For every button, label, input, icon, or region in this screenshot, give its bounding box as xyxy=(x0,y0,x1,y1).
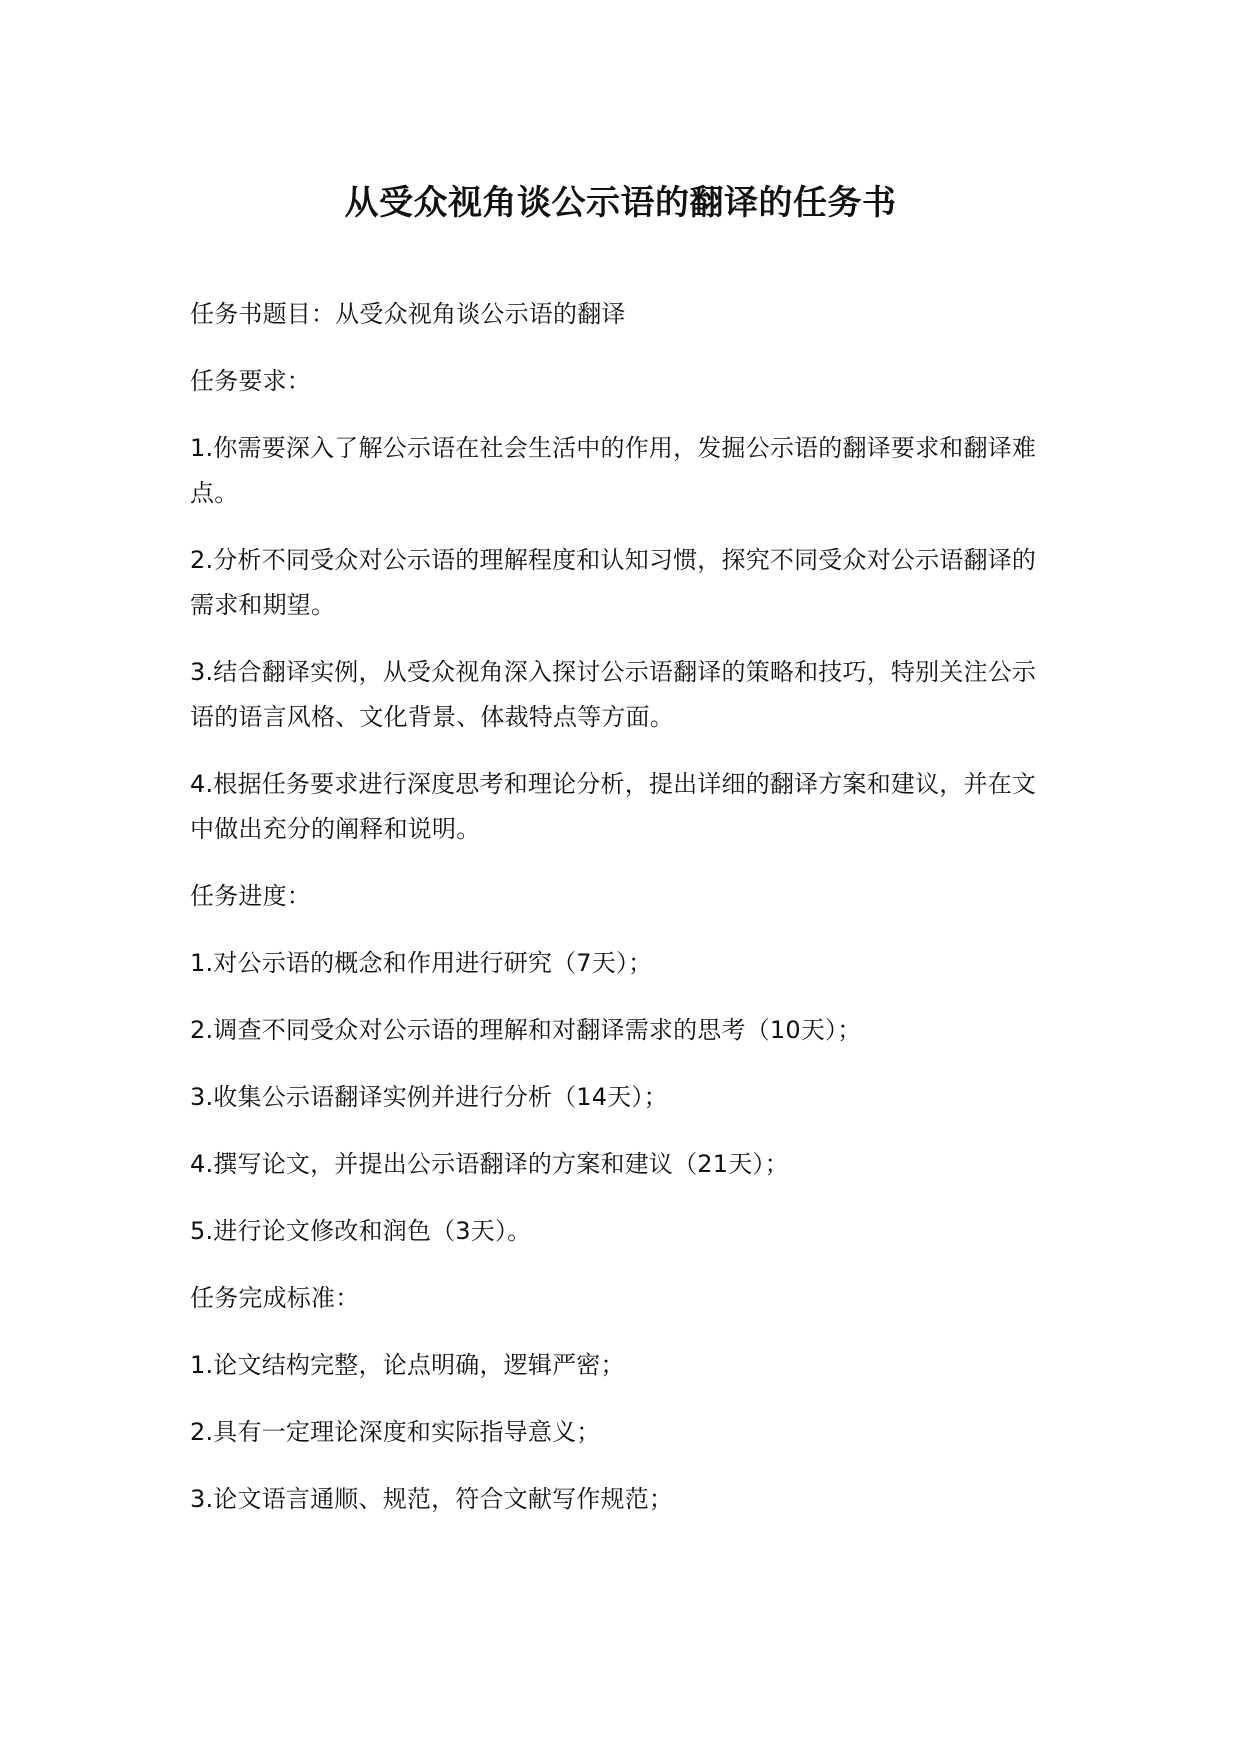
requirement-item: 3.结合翻译实例，从受众视角深入探讨公示语翻译的策略和技巧，特别关注公示语的语言风格、文化背景、体裁特点等方面。 xyxy=(190,658,1037,731)
progress-item: 3.收集公示语翻译实例并进行分析（14天）； xyxy=(190,1083,668,1111)
standard-item: 1.论文结构完整，论点明确，逻辑严密； xyxy=(190,1351,625,1379)
standards-heading: 任务完成标准： xyxy=(190,1284,360,1312)
progress-item: 4.撰写论文，并提出公示语翻译的方案和建议（21天）； xyxy=(190,1150,789,1178)
requirements-heading: 任务要求： xyxy=(190,367,311,395)
requirement-item: 4.根据任务要求进行深度思考和理论分析，提出详细的翻译方案和建议，并在文中做出充分的阐释和说明。 xyxy=(190,770,1037,843)
standard-item: 2.具有一定理论深度和实际指导意义； xyxy=(190,1418,601,1446)
progress-item: 1.对公示语的概念和作用进行研究（7天）； xyxy=(190,949,653,977)
progress-heading: 任务进度： xyxy=(190,882,311,910)
document-body xyxy=(190,292,1060,1544)
requirement-item: 1.你需要深入了解公示语在社会生活中的作用，发掘公示语的翻译要求和翻译难点。 xyxy=(190,434,1037,507)
document-title: 从受众视角谈公示语的翻译的任务书 xyxy=(344,183,897,223)
standard-item: 3.论文语言通顺、规范，符合文献写作规范； xyxy=(190,1485,674,1513)
progress-item: 5.进行论文修改和润色（3天）。 xyxy=(190,1217,532,1245)
subject-line: 任务书题目：从受众视角谈公示语的翻译 xyxy=(190,300,626,328)
progress-item: 2.调查不同受众对公示语的理解和对翻译需求的思考（10天）； xyxy=(190,1016,862,1044)
requirement-item: 2.分析不同受众对公示语的理解程度和认知习惯，探究不同受众对公示语翻译的需求和期望。 xyxy=(190,546,1037,619)
